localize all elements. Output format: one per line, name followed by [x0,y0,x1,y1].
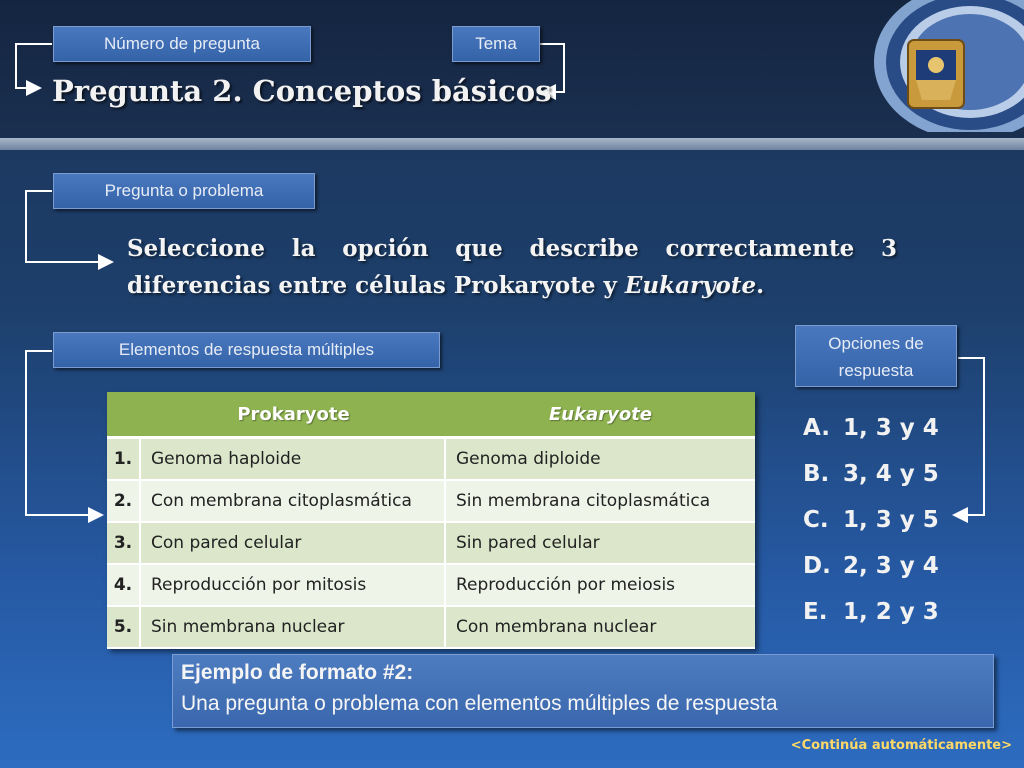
tag-question-problem: Pregunta o problema [53,173,315,209]
format-example-box [172,654,994,728]
option-letter: B. [803,461,830,487]
row-number: 1. [107,436,141,481]
cell-prokaryote: Sin membrana nuclear [141,607,446,649]
option-letter: A. [803,415,830,441]
header-number [107,392,141,436]
table-row [107,565,755,607]
cell-eukaryote: Genoma diploide [446,436,755,481]
cell-eukaryote: Sin pared celular [446,523,755,565]
row-number: 4. [107,565,141,607]
tag-multiple-elements: Elementos de respuesta múltiples [53,332,440,368]
arrow-options [956,358,984,515]
cell-prokaryote: Genoma haploide [141,436,446,481]
option-e[interactable] [803,589,939,635]
unam-shield-logo [872,0,1024,132]
tag-answer-options-line1: Opciones de [828,334,924,353]
header-eukaryote: Eukaryote [446,392,755,436]
tag-question-number: Número de pregunta [53,26,311,62]
example-title: Ejemplo de formato #2: [181,661,414,684]
option-text: 1, 2 y 3 [843,599,939,625]
header-band [0,0,1024,138]
row-number: 5. [107,607,141,649]
option-text: 2, 3 y 4 [843,553,939,579]
option-letter: E. [803,599,828,625]
question-line-2: diferencias entre células Prokaryote y Eukaryote. [127,272,765,299]
arrow-elements [26,351,100,515]
table-row [107,523,755,565]
option-text: 1, 3 y 5 [843,507,939,533]
table-row [107,607,755,649]
continue-notice: <Continúa automáticamente> [790,738,1012,753]
cell-prokaryote: Con membrana citoplasmática [141,481,446,523]
cell-eukaryote: Con membrana nuclear [446,607,755,649]
cell-prokaryote: Con pared celular [141,523,446,565]
option-letter: D. [803,553,831,579]
cell-eukaryote: Reproducción por meiosis [446,565,755,607]
cell-eukaryote: Sin membrana citoplasmática [446,481,755,523]
tag-answer-options-line2: respuesta [838,361,914,380]
question-text [127,230,897,304]
option-c[interactable] [803,497,939,543]
row-number: 2. [107,481,141,523]
tag-topic: Tema [452,26,540,62]
cell-prokaryote: Reproducción por mitosis [141,565,446,607]
option-letter: C. [803,507,829,533]
question-line-1: Seleccione la opción que describe correctamente 3 [127,235,897,262]
page-title: Pregunta 2. Conceptos básicos [52,74,552,108]
header-prokaryote: Prokaryote [141,392,446,436]
table-row [107,436,755,481]
row-number: 3. [107,523,141,565]
table-row [107,481,755,523]
option-text: 3, 4 y 5 [843,461,939,487]
elements-table [107,392,755,649]
option-d[interactable] [803,543,939,589]
option-text: 1, 3 y 4 [843,415,939,441]
option-a[interactable] [803,405,939,451]
option-b[interactable] [803,451,939,497]
answer-options-list [803,405,939,635]
table-header-row [107,392,755,436]
header-divider [0,138,1024,150]
example-description: Una pregunta o problema con elementos múltiples de respuesta [181,692,778,715]
tag-answer-options [795,325,957,387]
